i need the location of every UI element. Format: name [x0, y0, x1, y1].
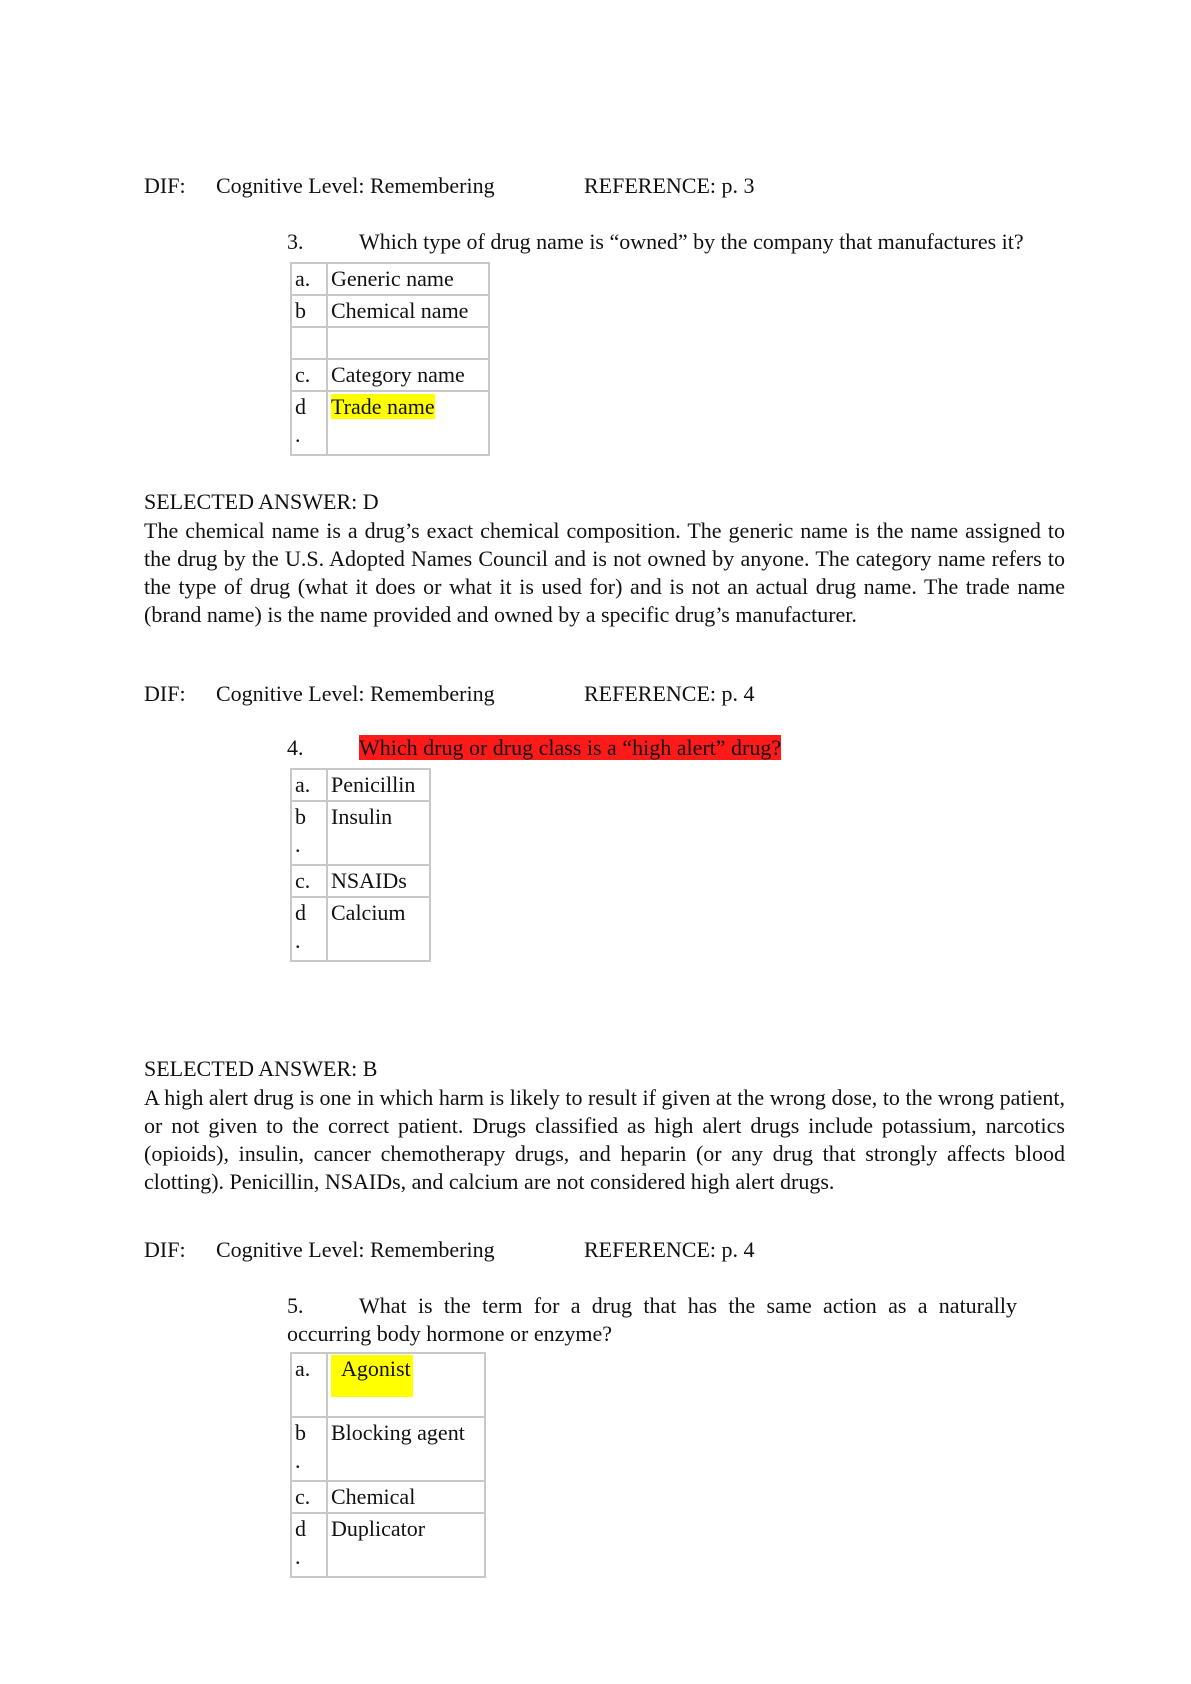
option-letter: c.	[291, 865, 327, 897]
highlighted-answer: Agonist	[331, 1355, 413, 1397]
option-row[interactable]	[291, 1417, 485, 1481]
cognitive-level: Cognitive Level: Remembering	[216, 173, 495, 198]
selected-answer: SELECTED ANSWER: D	[144, 489, 379, 514]
option-letter	[291, 391, 327, 455]
question-text-highlighted: Which drug or drug class is a “high alert” drug?	[359, 735, 782, 760]
option-letter-dot: .	[295, 1544, 301, 1569]
cognitive-level: Cognitive Level: Remembering	[216, 1237, 495, 1262]
reference: REFERENCE: p. 4	[584, 1237, 755, 1262]
option-letter-dot: .	[295, 832, 301, 857]
option-text: Chemical	[327, 1481, 485, 1513]
options-table-q4	[290, 768, 431, 962]
option-letter-dot: .	[295, 1448, 301, 1473]
option-letter-dot: .	[295, 928, 301, 953]
rationale: A high alert drug is one in which harm is likely to result if given at the wrong dose, to the wrong patient, or not given to the correct patient. Drugs classified as high alert drugs include potassium, narcotics (opioids), insulin, cancer chemotherapy drugs, and heparin (or any drug that strongly affects blood clotting). Penicillin, NSAIDs, and calcium are not considered high alert drugs.	[144, 1085, 1065, 1194]
dif-label: DIF:	[144, 173, 186, 198]
option-text: Duplicator	[327, 1513, 485, 1577]
option-row[interactable]	[291, 295, 489, 327]
option-letter: a.	[291, 1353, 327, 1417]
empty-cell	[291, 327, 327, 359]
selected-answer: SELECTED ANSWER: B	[144, 1056, 378, 1081]
option-text	[327, 1353, 485, 1417]
option-letter	[291, 1417, 327, 1481]
option-letter-main: d	[295, 394, 306, 419]
option-letter: b	[291, 295, 327, 327]
option-letter-main: b	[295, 1420, 306, 1445]
option-letter-main: d	[295, 1516, 306, 1541]
question-number: 4.	[287, 735, 304, 760]
question-number: 3.	[287, 229, 304, 254]
option-letter-main: b	[295, 804, 306, 829]
question-text: Which type of drug name is “owned” by the company that manufactures it?	[359, 229, 1024, 254]
options-table-q5	[290, 1352, 486, 1578]
option-row[interactable]	[291, 263, 489, 295]
question-5	[287, 1292, 1017, 1348]
reference: REFERENCE: p. 4	[584, 681, 755, 706]
option-row[interactable]	[291, 897, 430, 961]
option-letter-main: d	[295, 900, 306, 925]
dif-label: DIF:	[144, 681, 186, 706]
option-letter: a.	[291, 263, 327, 295]
option-letter-dot: .	[295, 422, 301, 447]
option-text: Chemical name	[327, 295, 489, 327]
option-text: Generic name	[327, 263, 489, 295]
option-text: Insulin	[327, 801, 430, 865]
cognitive-level: Cognitive Level: Remembering	[216, 681, 495, 706]
dif-label: DIF:	[144, 1237, 186, 1262]
option-row[interactable]	[291, 769, 430, 801]
question-4	[287, 734, 1107, 762]
option-row[interactable]	[291, 1513, 485, 1577]
option-text: Category name	[327, 359, 489, 391]
option-letter: c.	[291, 359, 327, 391]
reference: REFERENCE: p. 3	[584, 173, 755, 198]
empty-cell	[327, 327, 489, 359]
option-letter	[291, 801, 327, 865]
option-row[interactable]	[291, 1353, 485, 1417]
option-text: NSAIDs	[327, 865, 430, 897]
option-letter: c.	[291, 1481, 327, 1513]
option-letter: a.	[291, 769, 327, 801]
option-text: Penicillin	[327, 769, 430, 801]
option-row[interactable]	[291, 865, 430, 897]
option-letter	[291, 1513, 327, 1577]
empty-row	[291, 327, 489, 359]
option-row[interactable]	[291, 391, 489, 455]
options-table-q3	[290, 262, 490, 456]
option-letter	[291, 897, 327, 961]
rationale: The chemical name is a drug’s exact chemical composition. The generic name is the name assigned to the drug by the U.S. Adopted Names Council and is not owned by anyone. The category name refers to the type of drug (what it does or what it is used for) and is not an actual drug name. The trade name (brand name) is the name provided and owned by a specific drug’s manufacturer.	[144, 518, 1065, 627]
question-number: 5.	[287, 1293, 304, 1318]
question-text: What is the term for a drug that has the same action as a naturally occurring body hormone or enzyme?	[287, 1293, 1017, 1346]
option-row[interactable]	[291, 801, 430, 865]
option-row[interactable]	[291, 359, 489, 391]
option-row[interactable]	[291, 1481, 485, 1513]
question-3	[287, 228, 1107, 256]
option-text: Calcium	[327, 897, 430, 961]
highlighted-answer: Trade name	[331, 394, 435, 419]
option-text: Blocking agent	[327, 1417, 485, 1481]
option-text	[327, 391, 489, 455]
